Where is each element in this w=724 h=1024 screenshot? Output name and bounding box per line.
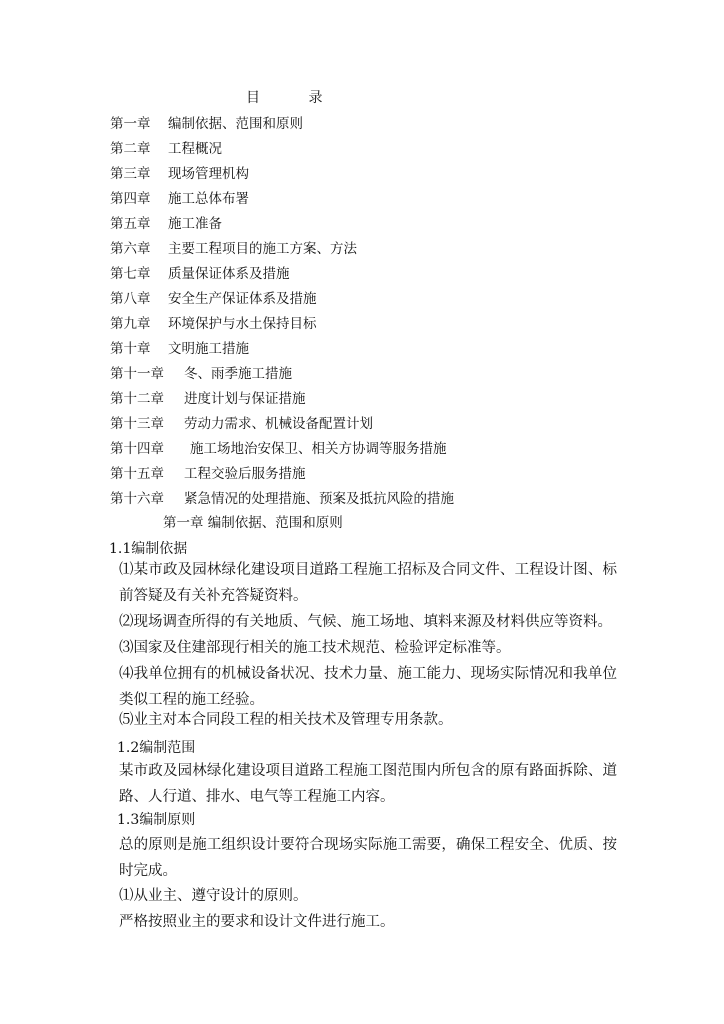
toc-item-chapter: 第十一章: [110, 366, 164, 382]
toc-title: 目 录: [246, 90, 345, 106]
toc-item-title: 施工总体布署: [168, 191, 249, 207]
paragraph: ⑵现场调查所得的有关地质、气候、施工场地、填料来源及材料供应等资料。: [119, 614, 612, 630]
toc-item-chapter: 第十三章: [110, 416, 164, 432]
toc-item: [110, 412, 373, 432]
paragraph: 严格按照业主的要求和设计文件进行施工。: [119, 914, 395, 930]
toc-item-title: 现场管理机构: [168, 166, 249, 182]
chapter-heading: 第一章 编制依据、范围和原则: [163, 515, 343, 531]
toc-item-chapter: 第七章: [110, 266, 151, 282]
toc-item: [110, 362, 292, 382]
paragraph: 某市政及园林绿化建设项目道路工程施工图范围内所包含的原有路面拆除、道路、人行道、排水、电气等工程施工内容。: [119, 763, 617, 805]
toc-item-title: 紧急情况的处理措施、预案及抵抗风险的措施: [184, 491, 454, 507]
toc-item: [110, 387, 306, 407]
toc-item: [110, 487, 454, 507]
toc-item-chapter: 第十四章: [110, 441, 164, 457]
toc-item: [110, 162, 249, 182]
toc-item: [110, 112, 303, 132]
toc-item-chapter: 第一章: [110, 116, 151, 132]
toc-item: [110, 262, 290, 282]
section-title: 1.2编制范围: [117, 740, 196, 756]
toc-item: [110, 312, 317, 332]
paragraph: ⑴某市政及园林绿化建设项目道路工程施工招标及合同文件、工程设计图、标前答疑及有关补充答疑资料。: [119, 562, 617, 604]
toc-item-chapter: 第十二章: [110, 391, 164, 407]
paragraph: ⑷我单位拥有的机械设备状况、技术力量、施工能力、现场实际情况和我单位类似工程的施工经验。: [119, 666, 617, 708]
toc-item: [110, 137, 222, 157]
toc-item-chapter: 第十章: [110, 341, 151, 357]
toc-item: [110, 462, 306, 482]
toc-item-title: 环境保护与水土保持目标: [168, 316, 317, 332]
toc-item-title: 质量保证体系及措施: [168, 266, 290, 282]
toc-item-chapter: 第九章: [110, 316, 151, 332]
toc-item-title: 安全生产保证体系及措施: [168, 291, 317, 307]
toc-item-title: 施工场地治安保卫、相关方协调等服务措施: [190, 441, 447, 457]
toc-item: [110, 237, 357, 257]
toc-item: [110, 212, 222, 232]
toc-item: [110, 187, 249, 207]
toc-item-title: 工程概况: [168, 141, 222, 157]
toc-item-title: 主要工程项目的施工方案、方法: [168, 241, 357, 257]
toc-item: [110, 287, 317, 307]
paragraph: ⑸业主对本合同段工程的相关技术及管理专用条款。: [119, 712, 453, 728]
toc-item-title: 进度计划与保证措施: [184, 391, 306, 407]
toc-item-chapter: 第十六章: [110, 491, 164, 507]
toc-item-title: 劳动力需求、机械设备配置计划: [184, 416, 373, 432]
paragraph: ⑶国家及住建部现行相关的施工技术规范、检验评定标准等。: [119, 640, 511, 656]
section-title: 1.1编制依据: [109, 541, 188, 557]
section-title: 1.3编制原则: [117, 812, 196, 828]
toc-item-title: 工程交验后服务措施: [184, 466, 306, 482]
toc-item-chapter: 第十五章: [110, 466, 164, 482]
paragraph: ⑴从业主、遵守设计的原则。: [119, 888, 308, 904]
toc-item-chapter: 第五章: [110, 216, 151, 232]
toc-item-chapter: 第六章: [110, 241, 151, 257]
toc-item-title: 施工准备: [168, 216, 222, 232]
toc-item: [110, 437, 447, 457]
toc-item-chapter: 第八章: [110, 291, 151, 307]
toc-item-chapter: 第二章: [110, 141, 151, 157]
toc-item-title: 编制依据、范围和原则: [168, 116, 303, 132]
toc-item-title: 冬、雨季施工措施: [184, 366, 292, 382]
toc-item-title: 文明施工措施: [168, 341, 249, 357]
toc-item-chapter: 第四章: [110, 191, 151, 207]
toc-item: [110, 337, 249, 357]
toc-item-chapter: 第三章: [110, 166, 151, 182]
paragraph: 总的原则是施工组织设计要符合现场实际施工需要，确保工程安全、优质、按时完成。: [119, 837, 617, 879]
